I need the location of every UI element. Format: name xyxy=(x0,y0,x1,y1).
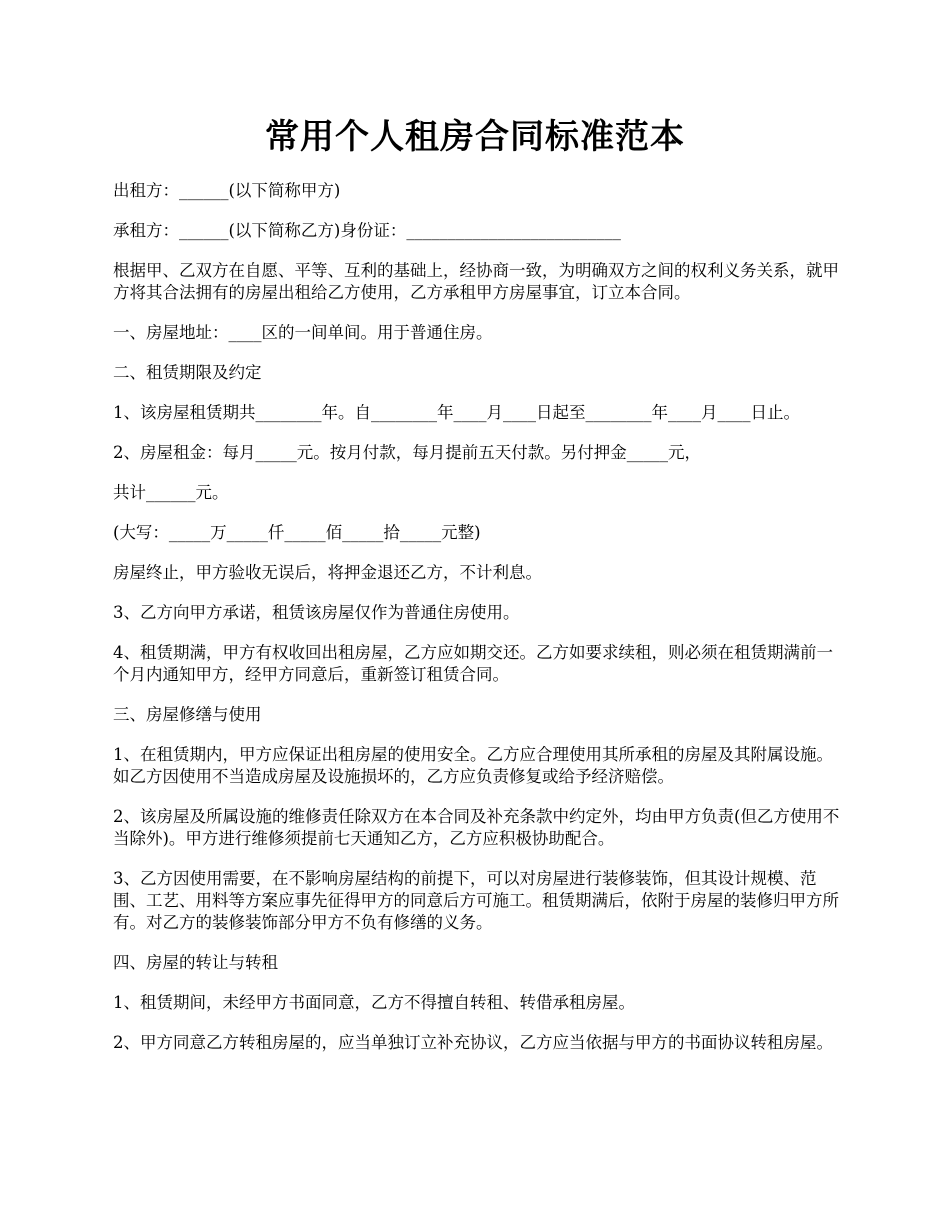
paragraph-usage-promise: 3、乙方向甲方承诺，租赁该房屋仅作为普通住房使用。 xyxy=(113,603,520,622)
paragraph-repair-3: 3、乙方因使用需要，在不影响房屋结构的前提下，可以对房屋进行装修装饰，但其设计规模、范围、工艺、用料等方案应事先征得甲方的同意后方可施工。租赁期满后，依附于房屋的装修归甲方所有。对乙方的装修装饰部分甲方不负有修缮的义务。 xyxy=(113,869,839,932)
paragraph-lessee: 承租方：______(以下简称乙方)身份证：__________________________ xyxy=(113,221,621,240)
paragraph-rent: 2、房屋租金：每月_____元。按月付款，每月提前五天付款。另付押金_____元， xyxy=(113,443,701,462)
paragraph-amount-in-words: (大写：_____万_____仟_____佰_____拾_____元整) xyxy=(113,523,481,542)
document-title: 常用个人租房合同标准范本 xyxy=(265,117,685,157)
paragraph-section-3-heading: 三、房屋修缮与使用 xyxy=(113,705,262,724)
paragraph-preamble: 根据甲、乙双方在自愿、平等、互利的基础上，经协商一致，为明确双方之间的权利义务关系，就甲方将其合法拥有的房屋出租给乙方使用，乙方承租甲方房屋事宜，订立本合同。 xyxy=(113,261,839,302)
paragraph-section-4-heading: 四、房屋的转让与转租 xyxy=(113,953,278,972)
paragraph-repair-2: 2、该房屋及所属设施的维修责任除双方在本合同及补充条款中约定外，均由甲方负责(但乙方使用不当除外)。甲方进行维修须提前七天通知乙方，乙方应积极协助配合。 xyxy=(113,807,840,848)
document-body xyxy=(113,180,843,1072)
paragraph-repair-1: 1、在租赁期内，甲方应保证出租房屋的使用安全。乙方应合理使用其所承租的房屋及其附属设施。如乙方因使用不当造成房屋及设施损坏的，乙方应负责修复或给予经济赔偿。 xyxy=(113,745,833,786)
paragraph-deposit-return: 房屋终止，甲方验收无误后，将押金退还乙方，不计利息。 xyxy=(113,563,542,582)
paragraph-sublet-2: 2、甲方同意乙方转租房屋的，应当单独订立补充协议，乙方应当依据与甲方的书面协议转租房屋。 xyxy=(113,1033,833,1052)
paragraph-term: 1、该房屋租赁期共________年。自________年____月____日起至________年____月____日止。 xyxy=(113,403,800,422)
paragraph-total: 共计______元。 xyxy=(113,483,229,502)
paragraph-sublet-1: 1、租赁期间，未经甲方书面同意，乙方不得擅自转租、转借承租房屋。 xyxy=(113,993,635,1012)
paragraph-lessor: 出租方：______(以下简称甲方) xyxy=(113,181,341,200)
paragraph-lease-expiry: 4、租赁期满，甲方有权收回出租房屋，乙方应如期交还。乙方如要求续租，则必须在租赁期满前一个月内通知甲方，经甲方同意后，重新签订租赁合同。 xyxy=(113,643,833,684)
paragraph-section-1-address: 一、房屋地址：____区的一间单间。用于普通住房。 xyxy=(113,323,493,342)
paragraph-section-2-heading: 二、租赁期限及约定 xyxy=(113,363,262,382)
